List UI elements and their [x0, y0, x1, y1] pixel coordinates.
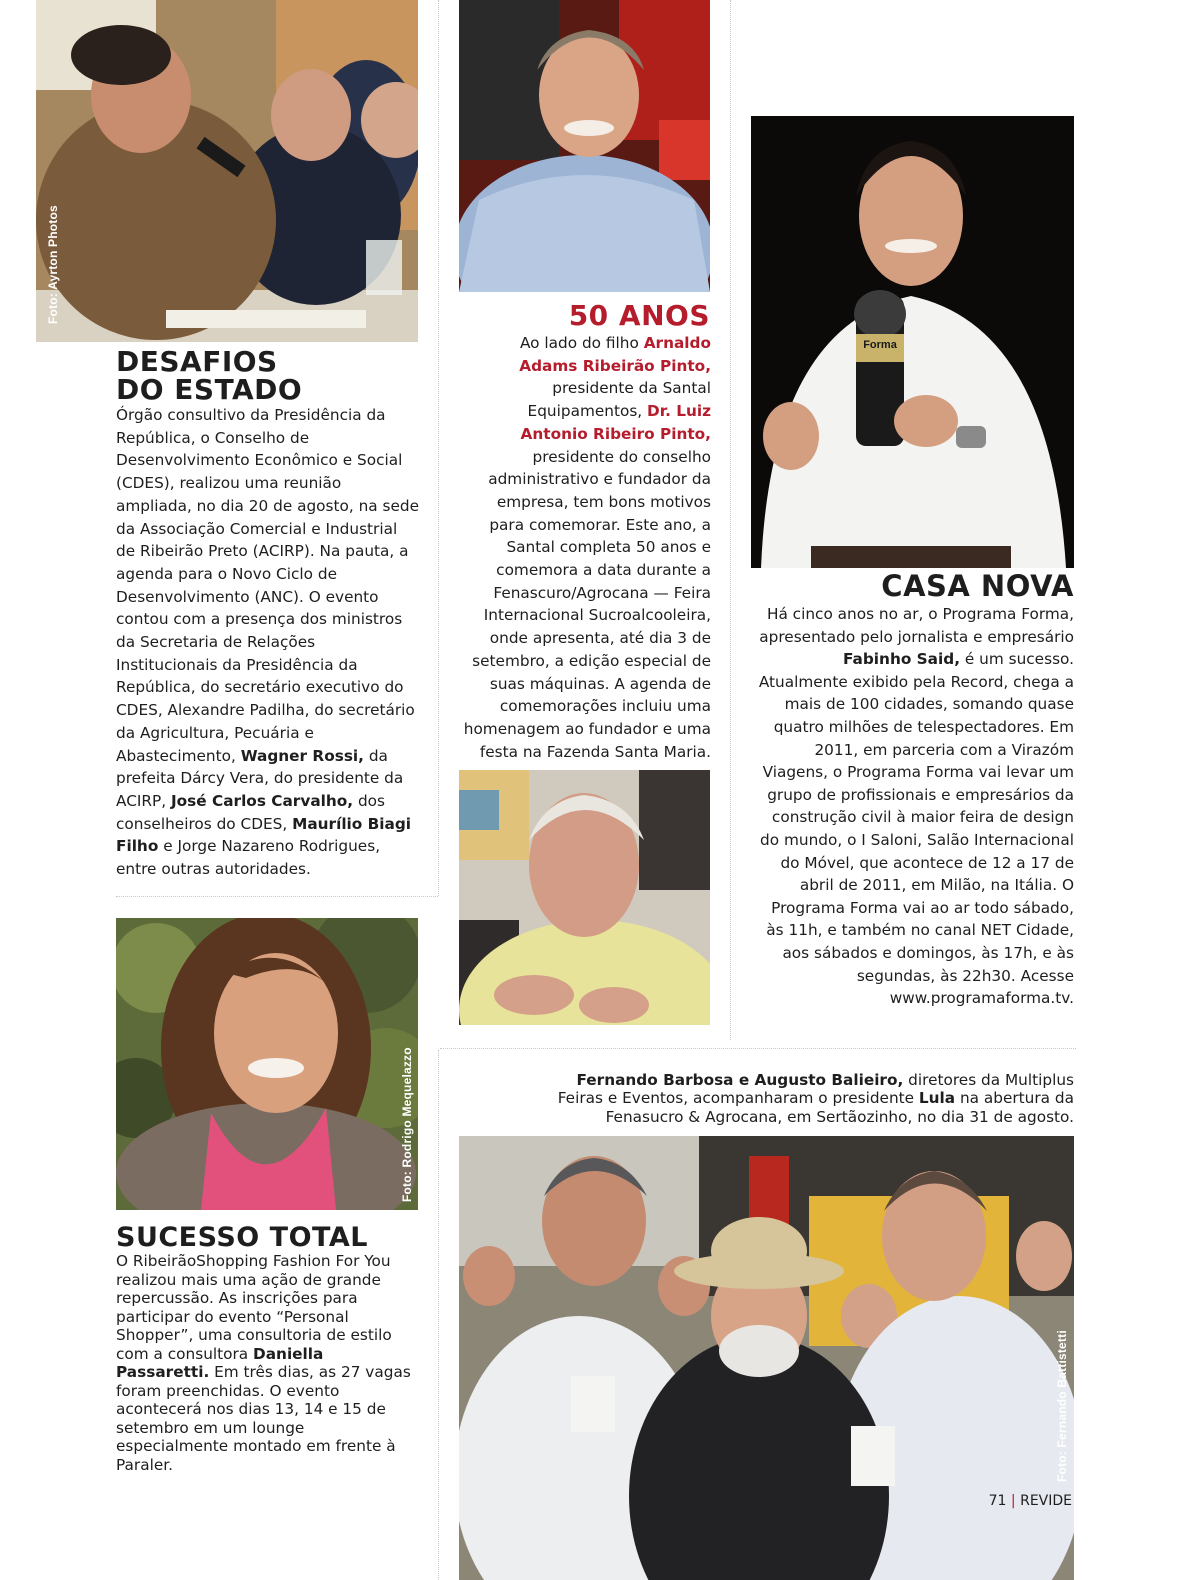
panel-photo-casa-nova: [751, 116, 1074, 568]
article-sucesso: O RibeirãoShopping Fashion For You realizou mais uma ação de grande repercussão. As inscrições para participar do evento “Personal Shopper”, uma consultoria de estilo com a consultora Daniella Passaretti. Em três dias, as 27 vagas foram preenchidas. O evento acontecerá nos dias 13, 14 e 15 de setembro em um lounge especialmente montado em frente à Paraler.: [116, 1252, 411, 1474]
magazine-name: REVIDE: [1020, 1493, 1072, 1509]
photo-credit: Foto: Fernando Battistetti: [1055, 1330, 1069, 1482]
photo-credit: Foto: Rodrigo Mequelazzo: [400, 1047, 414, 1202]
article-casa: Há cinco anos no ar, o Programa Forma, apresentado pelo jornalista e empresário Fabinho Said, é um sucesso. Atualmente exibido pela Record, chega a mais de 100 cidades, somando quase quatro milhões de telespectadores. Em 2011, em parceria com a Virazóm Viagens, o Programa Forma vai levar um grupo de profissionais e empresários da construção civil à maior feira de design do mundo, o I Saloni, Salão Internacional do Móvel, que acontece de 12 a 17 de abril de 2011, em Milão, na Itália. O Programa Forma vai ao ar todo sábado, às 11h, e também no canal NET Cidade, aos sábados e domingos, às 17h, e às segundas, às 22h30. Acesse www.programaforma.tv.: [758, 605, 1074, 1008]
photo-credit: Foto: Ayrton Photos: [46, 205, 60, 324]
column-divider-left: [438, 0, 439, 896]
column-divider-right: [730, 0, 731, 1040]
column-divider-lower: [438, 1050, 439, 1580]
page-folio: [989, 1493, 1072, 1509]
headline-casa: CASA NOVA: [881, 569, 1074, 603]
headline-line: DESAFIOS: [116, 345, 278, 378]
article-anos: Ao lado do filho Arnaldo Adams Ribeirão Pinto, presidente da Santal Equipamentos, Dr. Luiz Antonio Ribeiro Pinto, presidente do conselho administrativo e fundador da empresa, tem bons motivos para comemorar. Este ano, a Santal completa 50 anos e comemora a data durante a Fenascuro/Agrocana — Feira Internacional Sucroalcooleira, onde apresenta, até dia 3 de setembro, a edição especial de suas máquinas. A agenda de comemorações incluiu uma homenagem ao fundador e uma festa na Fazenda Santa Maria.: [463, 334, 711, 761]
folio-separator: |: [1010, 1493, 1016, 1509]
section-divider-left: [116, 896, 438, 897]
mic-flag: Forma: [863, 339, 897, 351]
headline-desafios: [116, 345, 303, 406]
panel-photo-anos-founder: [459, 770, 710, 1025]
panel-photo-anos-son: [459, 0, 710, 292]
headline-anos: 50 ANOS: [568, 299, 710, 332]
panel-photo-fenasucro: [459, 1136, 1074, 1580]
panel-photo-sucesso: [116, 918, 418, 1210]
headline-sucesso: SUCESSO TOTAL: [116, 1222, 368, 1253]
section-divider-right: [440, 1048, 1076, 1049]
caption-fenasucro: Fernando Barbosa e Augusto Balieiro, diretores da Multiplus Feiras e Eventos, acompanharam o presidente Lula na abertura da Fenasucro & Agrocana, em Sertãozinho, no dia 31 de agosto.: [557, 1071, 1074, 1126]
page-number: 71: [988, 1493, 1007, 1509]
article-desafios: Órgão consultivo da Presidência da República, o Conselho de Desenvolvimento Econômico e Social (CDES), realizou uma reunião ampliada, no dia 20 de agosto, na sede da Associação Comercial e Industrial de Ribeirão Preto (ACIRP). Na pauta, a agenda para o Novo Ciclo de Desenvolvimento (ANC). O evento contou com a presença dos ministros da Secretaria de Relações Institucionais da Presidência da República, do secretário executivo do CDES, Alexandre Padilha, do secretário da Agricultura, Pecuária e Abastecimento, Wagner Rossi, da prefeita Dárcy Vera, do presidente da ACIRP, José Carlos Carvalho, dos conselheiros do CDES, Maurílio Biagi Filho e Jorge Nazareno Rodrigues, entre outras autoridades.: [116, 406, 420, 879]
headline-line: DO ESTADO: [116, 373, 303, 406]
panel-photo-desafios: [36, 0, 418, 342]
